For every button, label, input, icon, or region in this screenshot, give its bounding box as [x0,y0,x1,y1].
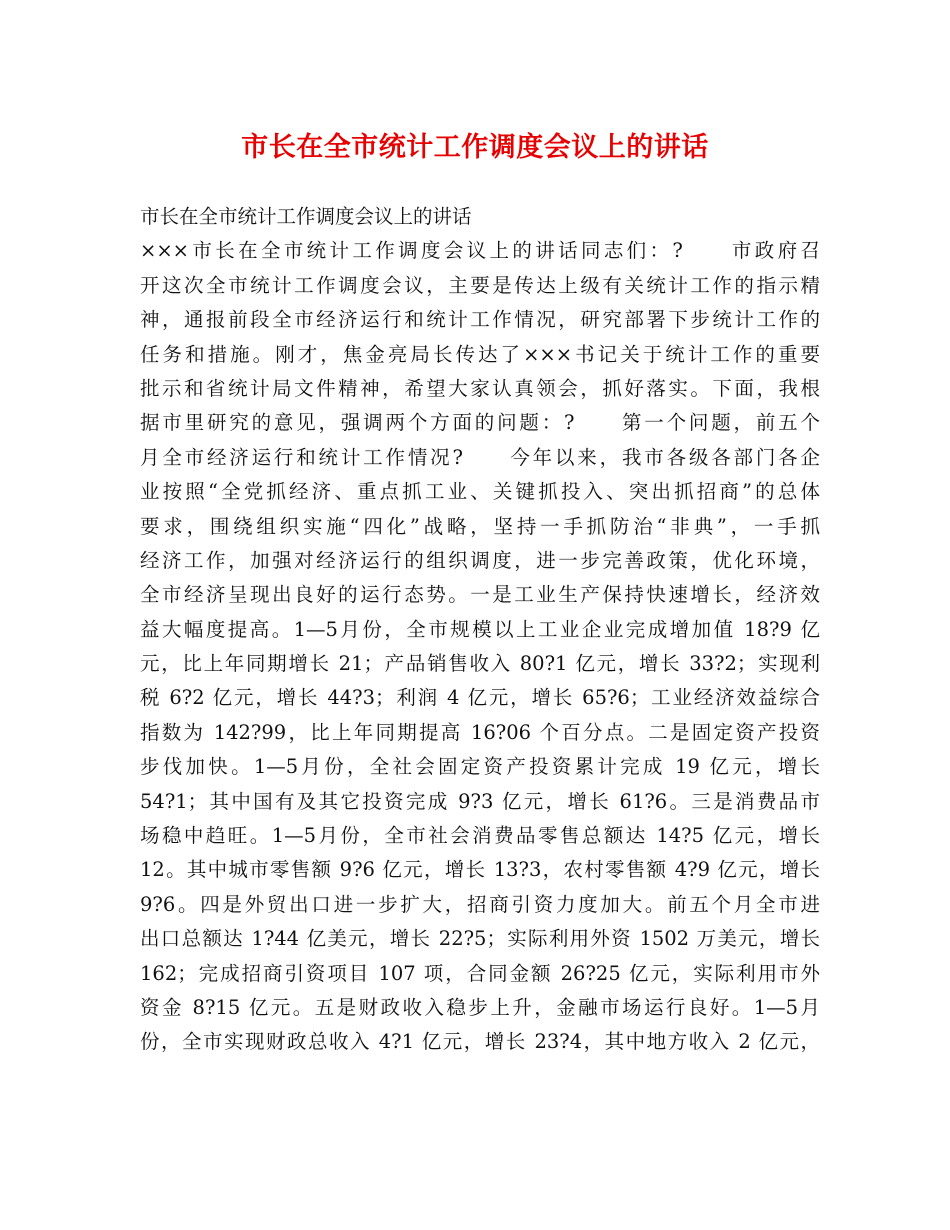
body-text-line: 要求，围绕组织实施“四化”战略，坚持一手抓防治“非典”，一手抓 [140,514,820,538]
body-text-line: 步伐加快。1—5月份，全社会固定资产投资累计完成 19 亿元，增长 [140,755,820,779]
body-text-line: 资金 8?15 亿元。五是财政收入稳步上升，金融市场运行良好。1—5月 [140,995,820,1019]
body-text-line: 开这次全市统计工作调度会议，主要是传达上级有关统计工作的指示精 [140,273,820,297]
body-text-line: 指数为 142?99，比上年同期提高 16?06 个百分点。二是固定资产投资 [140,720,820,744]
body-text-line: 业按照“全党抓经济、重点抓工业、关键抓投入、突出抓招商”的总体 [140,480,820,504]
body-text-line: 162；完成招商引资项目 107 项，合同金额 26?25 亿元，实际利用市外 [140,961,820,985]
body-text-line: 场稳中趋旺。1—5月份，全市社会消费品零售总额达 14?5 亿元，增长 [140,824,820,848]
body-text-line: 54?1；其中国有及其它投资完成 9?3 亿元，增长 61?6。三是消费品市 [140,789,820,813]
body-text-line: 神，通报前段全市经济运行和统计工作情况，研究部署下步统计工作的 [140,308,820,332]
body-text-line: ×××市长在全市统计工作调度会议上的讲话同志们：? 市政府召 [140,239,820,263]
body-text-line: 元，比上年同期增长 21；产品销售收入 80?1 亿元，增长 33?2；实现利 [140,652,820,676]
document-title: 市长在全市统计工作调度会议上的讲话 [241,132,709,163]
body-text-line: 出口总额达 1?44 亿美元，增长 22?5；实际利用外资 1502 万美元，增长 [140,927,820,951]
body-text-line: 9?6。四是外贸出口进一步扩大，招商引资力度加大。前五个月全市进 [140,892,820,916]
body-text-line: 税 6?2 亿元，增长 44?3；利润 4 亿元，增长 65?6；工业经济效益综合 [140,686,820,710]
body-text-line: 全市经济呈现出良好的运行态势。一是工业生产保持快速增长，经济效 [140,583,820,607]
body-text-line: 12。其中城市零售额 9?6 亿元，增长 13?3，农村零售额 4?9 亿元，增长 [140,858,820,882]
body-text-line: 任务和措施。刚才，焦金亮局长传达了×××书记关于统计工作的重要 [140,342,820,366]
body-text-line: 月全市经济运行和统计工作情况? 今年以来，我市各级各部门各企 [140,445,820,469]
body-text-line: 益大幅度提高。1—5月份，全市规模以上工业企业完成增加值 18?9 亿 [140,617,820,641]
body-text-line: 据市里研究的意见，强调两个方面的问题：? 第一个问题，前五个 [140,411,820,435]
body-text-line: 批示和省统计局文件精神，希望大家认真领会，抓好落实。下面，我根 [140,376,820,400]
body-text-line: 份，全市实现财政总收入 4?1 亿元，增长 23?4，其中地方收入 2 亿元， [140,1030,820,1054]
body-text-line: 市长在全市统计工作调度会议上的讲话 [140,205,472,228]
body-text-line: 经济工作，加强对经济运行的组织调度，进一步完善政策，优化环境， [140,548,820,572]
document-body [140,200,820,1060]
